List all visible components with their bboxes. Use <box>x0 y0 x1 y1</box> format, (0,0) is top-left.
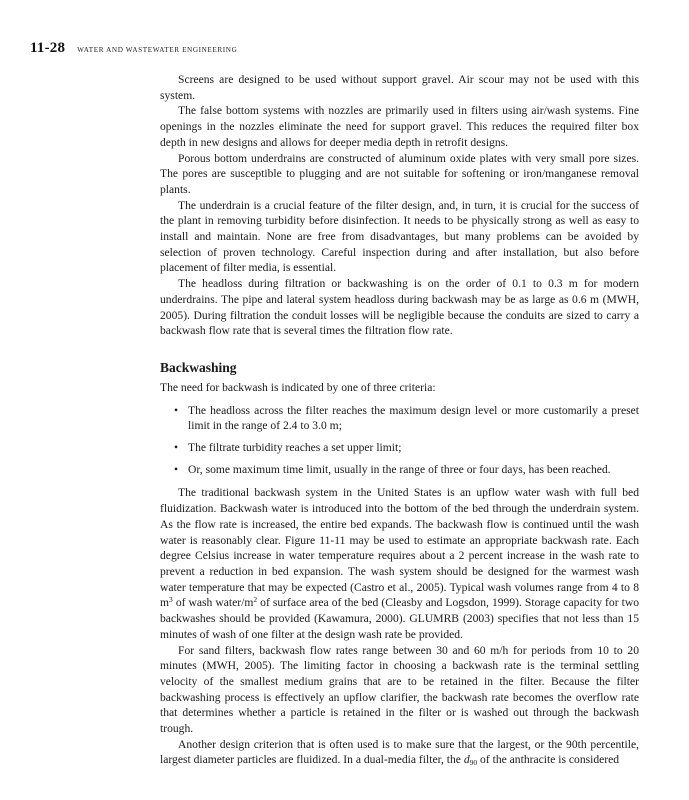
text-run: of wash water/m <box>172 596 254 610</box>
paragraph: The underdrain is a crucial feature of the filter design, and, in turn, it is crucial for the success of the plant in removing turbidity before disinfection. It needs to be physically strong as well as easy to install and maintain. None are free from disadvantages, but many problems can be avoided by selection of proven technology. Careful inspection during and after installation, but also before placement of filter media, is essential. <box>160 198 639 275</box>
section-heading: Backwashing <box>160 359 237 375</box>
list-item: • The filtrate turbidity reaches a set upper limit; <box>160 440 639 456</box>
page-header <box>30 40 650 57</box>
text-run: Another design criterion that is often used is to make sure that the largest, or the 90th percentile, largest diameter particles are fluidized. In a dual-media filter, the <box>160 737 639 767</box>
text-run: of surface area of the bed (Cleasby and Logsdon, 1999). Storage capacity for two backwashes should be provided (Kawamura, 2000). GLUMRB (2003) specifies that not less than 15 minutes of wash of one filter at the design wash rate be provided. <box>160 596 639 641</box>
paragraph <box>160 485 639 642</box>
list-item: • The headloss across the filter reaches the maximum design level or more customarily a preset limit in the range of 2.4 to 3.0 m; <box>160 403 639 434</box>
superscript: 2 <box>253 595 258 605</box>
paragraph: Screens are designed to be used without support gravel. Air scour may not be used with this system. <box>160 73 639 102</box>
section-intro: The need for backwash is indicated by one of three criteria: <box>160 380 436 394</box>
text-run: The traditional backwash system in the United States is an upflow water wash with full bed fluidization. Backwash water is introduced into the bottom of the bed through the underdrain system. As the flow rate is increased, the entire bed expands. The backwash flow is continued until the wash water is reasonably clear. Figure 11-11 may be used to estimate an appropriate backwash rate. Each degree Celsius increase in water temperature requires about a 2 percent increase in the wash rate to prevent a reduction in bed expansion. The wash system should be designed for the warmest wash water temperature that may be expected (Castro et al., 2005). Typical wash volumes range from 4 to 8 m <box>160 486 639 610</box>
subscript: 90 <box>469 758 478 768</box>
body-text <box>160 72 639 768</box>
list-item: • Or, some maximum time limit, usually in the range of three or four days, has been reached. <box>160 462 639 478</box>
criteria-list <box>160 403 639 478</box>
running-head: WATER AND WASTEWATER ENGINEERING <box>77 46 238 54</box>
variable: d <box>463 753 470 767</box>
paragraph: The headloss during filtration or backwashing is on the order of 0.1 to 0.3 m for modern underdrains. The pipe and lateral system headloss during backwash may be as large as 0.6 m (MWH, 2005). During filtration the conduit losses will be negligible because the conduits are sized to carry a backwash flow rate that is several times the filtration flow rate. <box>160 277 639 338</box>
paragraph: Porous bottom underdrains are constructed of aluminum oxide plates with very small pore sizes. The pores are susceptible to plugging and are not suitable for softening or iron/manganese removal plants. <box>160 151 639 196</box>
text-run: of the anthracite is considered <box>477 753 620 767</box>
paragraph <box>160 737 639 768</box>
paragraph: The false bottom systems with nozzles are primarily used in filters using air/wash systems. Fine openings in the nozzles eliminate the need for support gravel. This reduces the required filter box depth in new designs and allows for deeper media depth in retrofit designs. <box>160 104 639 149</box>
paragraph: For sand filters, backwash flow rates range between 30 and 60 m/h for periods from 10 to 20 minutes (MWH, 2005). The limiting factor in choosing a backwash rate is the terminal settling velocity of the smallest medium grains that are to be retained in the filter. Because the filter backwashing process is effectively an upflow clarifier, the backwash rate becomes the overflow rate that determines whether a particle is retained in the filter or is washed out through the backwash trough. <box>160 643 639 736</box>
page-number: 11-28 <box>30 40 66 56</box>
superscript: 3 <box>169 595 173 605</box>
